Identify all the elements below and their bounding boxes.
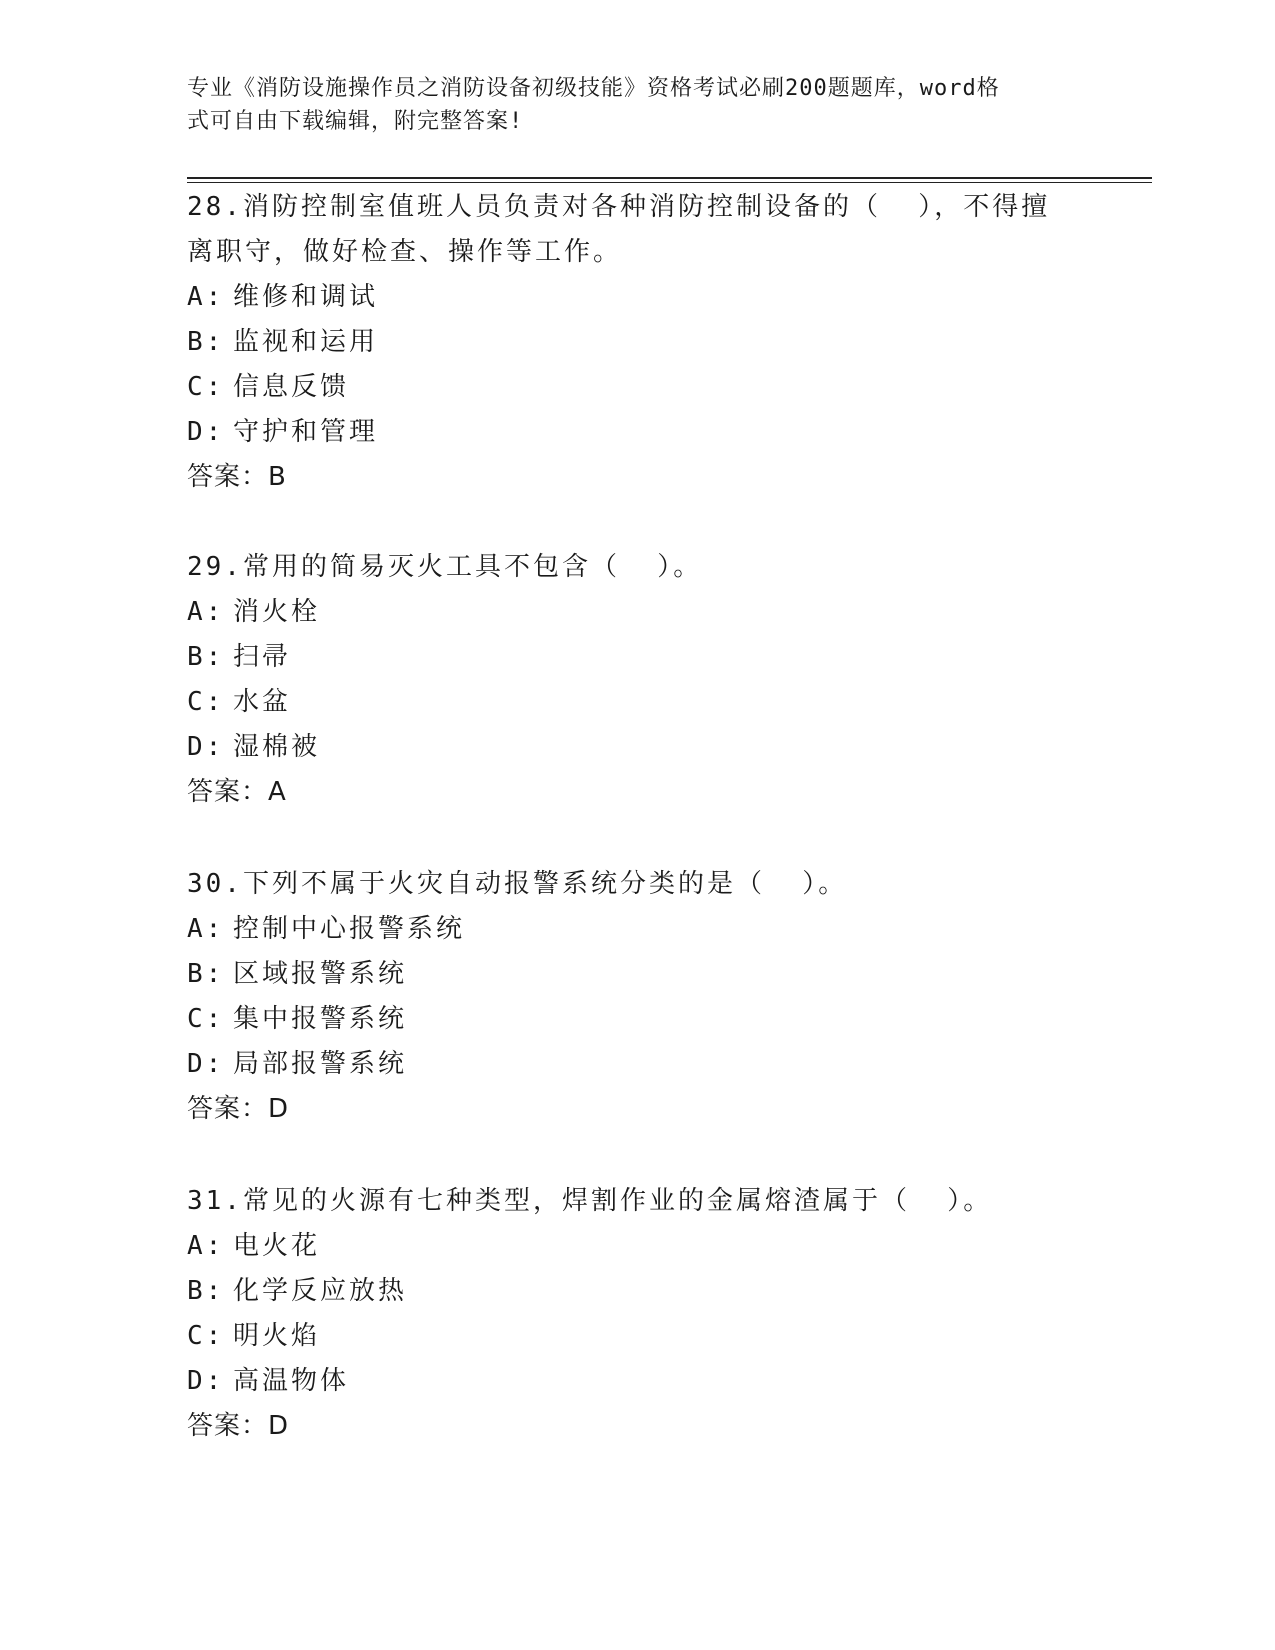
option-d xyxy=(187,410,1087,455)
option-a xyxy=(187,275,1087,320)
option-letter: A: xyxy=(187,597,225,627)
option-a xyxy=(187,590,1087,635)
question-stem: 29.常用的简易灭火工具不包含（ ）。 xyxy=(187,552,703,582)
option-letter: C: xyxy=(187,1321,225,1351)
answer-line: 答案：D xyxy=(187,1094,290,1124)
question-31 xyxy=(187,1179,1087,1449)
option-letter: D: xyxy=(187,417,225,447)
option-letter: A: xyxy=(187,914,225,944)
option-text: 局部报警系统 xyxy=(233,1049,408,1079)
answer-line: 答案：B xyxy=(187,462,287,492)
option-text: 扫帚 xyxy=(233,642,292,672)
option-text: 化学反应放热 xyxy=(233,1276,408,1306)
option-letter: D: xyxy=(187,1049,225,1079)
question-29 xyxy=(187,545,1087,815)
option-b xyxy=(187,1269,1087,1314)
question-stem: 31.常见的火源有七种类型，焊割作业的金属熔渣属于（ ）。 xyxy=(187,1186,993,1216)
option-letter: B: xyxy=(187,959,225,989)
option-text: 控制中心报警系统 xyxy=(233,914,466,944)
option-text: 湿棉被 xyxy=(233,732,321,762)
option-text: 消火栓 xyxy=(233,597,321,627)
answer-line: 答案：A xyxy=(187,777,287,807)
option-letter: B: xyxy=(187,642,225,672)
option-b xyxy=(187,952,1087,997)
question-stem: 28.消防控制室值班人员负责对各种消防控制设备的（ ），不得擅离职守，做好检查、操作等工作。 xyxy=(187,192,1051,267)
option-d xyxy=(187,1359,1087,1404)
option-d xyxy=(187,725,1087,770)
answer-line: 答案：D xyxy=(187,1411,290,1441)
option-letter: A: xyxy=(187,1231,225,1261)
option-c xyxy=(187,997,1087,1042)
header-divider-thin xyxy=(187,182,1152,183)
header-line-2: 式可自由下载编辑，附完整答案! xyxy=(187,109,524,134)
header-divider-thick xyxy=(187,177,1152,179)
option-letter: B: xyxy=(187,327,225,357)
header-line-1: 专业《消防设施操作员之消防设备初级技能》资格考试必刷200题题库，word格 xyxy=(187,76,1000,101)
option-d xyxy=(187,1042,1087,1087)
option-letter: C: xyxy=(187,1004,225,1034)
option-letter: C: xyxy=(187,372,225,402)
option-text: 水盆 xyxy=(233,687,292,717)
option-letter: D: xyxy=(187,732,225,762)
option-letter: B: xyxy=(187,1276,225,1306)
question-30 xyxy=(187,862,1087,1132)
option-c xyxy=(187,680,1087,725)
option-text: 高温物体 xyxy=(233,1366,350,1396)
option-text: 明火焰 xyxy=(233,1321,321,1351)
option-b xyxy=(187,635,1087,680)
option-c xyxy=(187,365,1087,410)
option-letter: C: xyxy=(187,687,225,717)
option-text: 区域报警系统 xyxy=(233,959,408,989)
option-text: 电火花 xyxy=(233,1231,321,1261)
option-letter: A: xyxy=(187,282,225,312)
option-text: 守护和管理 xyxy=(233,417,379,447)
option-b xyxy=(187,320,1087,365)
option-a xyxy=(187,1224,1087,1269)
option-c xyxy=(187,1314,1087,1359)
option-text: 监视和运用 xyxy=(233,327,379,357)
option-text: 信息反馈 xyxy=(233,372,350,402)
option-a xyxy=(187,907,1087,952)
option-text: 维修和调试 xyxy=(233,282,379,312)
document-header xyxy=(187,72,1067,138)
question-28 xyxy=(187,185,1087,500)
option-text: 集中报警系统 xyxy=(233,1004,408,1034)
question-stem: 30.下列不属于火灾自动报警系统分类的是（ ）。 xyxy=(187,869,848,899)
option-letter: D: xyxy=(187,1366,225,1396)
